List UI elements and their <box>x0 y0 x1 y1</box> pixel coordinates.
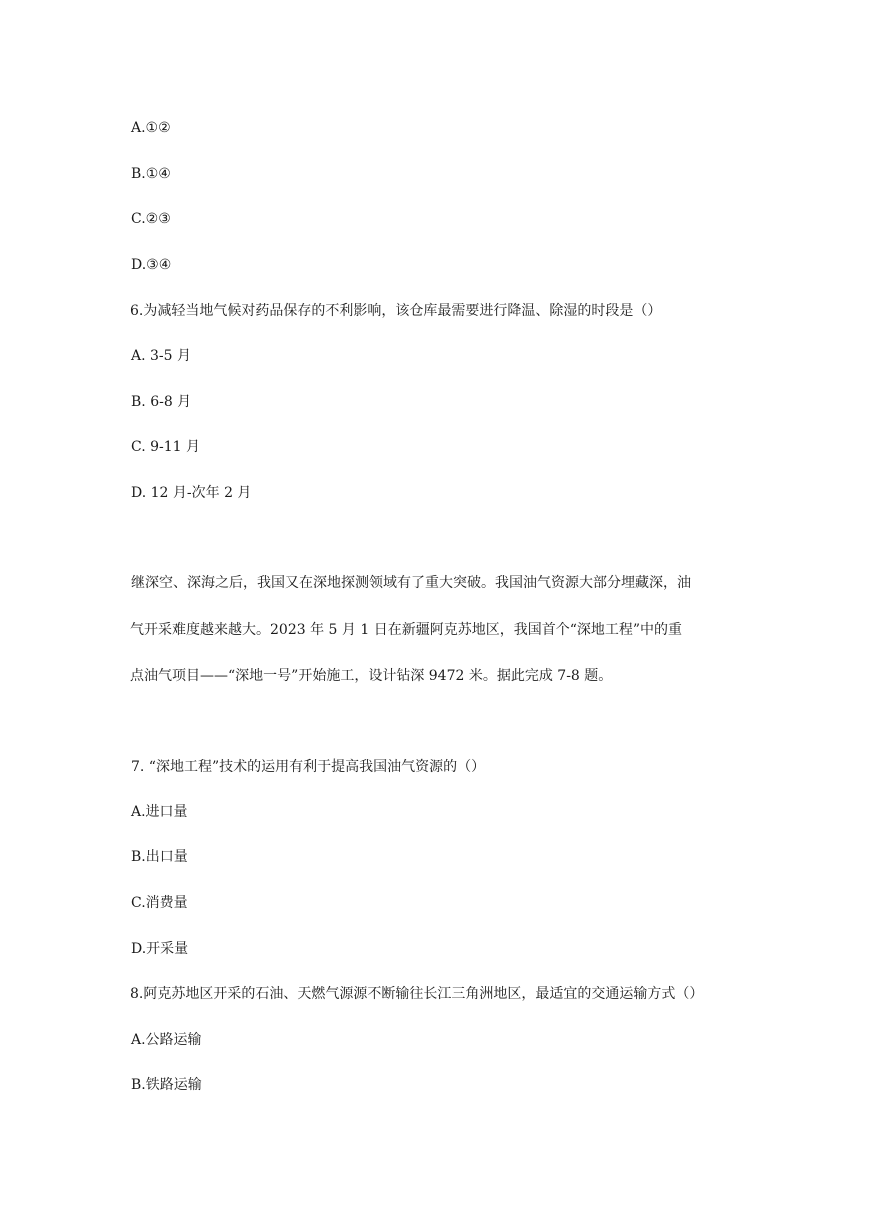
q7-option-c: C.消费量 <box>131 895 188 911</box>
q7-option-b: B.出口量 <box>131 849 188 865</box>
q6-option-d: D. 12 月-次年 2 月 <box>131 485 252 501</box>
passage-line-1: 继深空、深海之后，我国又在深地探测领域有了重大突破。我国油气资源大部分埋藏深，油 <box>131 575 691 591</box>
q8-option-b: B.铁路运输 <box>131 1077 202 1093</box>
q5-option-c: C.②③ <box>131 211 171 227</box>
q6-option-b: B. 6-8 月 <box>131 394 192 410</box>
q6-option-a: A. 3-5 月 <box>131 348 192 364</box>
q7-option-a: A.进口量 <box>131 804 188 820</box>
q5-option-d: D.③④ <box>131 257 172 273</box>
q6-option-c: C. 9-11 月 <box>131 439 201 455</box>
question-8-stem: 8.阿克苏地区开采的石油、天燃气源源不断输往长江三角洲地区，最适宜的交通运输方式（） <box>130 986 704 1002</box>
q5-option-b: B.①④ <box>131 166 171 182</box>
q8-option-a: A.公路运输 <box>131 1032 202 1048</box>
passage-line-2: 气开采难度越来越大。2023 年 5 月 1 日在新疆阿克苏地区，我国首个“深地工程”中的重 <box>130 622 683 638</box>
question-6-stem: 6.为减轻当地气候对药品保存的不利影响，该仓库最需要进行降温、除湿的时段是（） <box>130 303 662 319</box>
q7-option-d: D.开采量 <box>131 941 189 957</box>
question-7-stem: 7. “深地工程”技术的运用有利于提高我国油气资源的（） <box>131 759 486 775</box>
q5-option-a: A.①② <box>131 120 171 136</box>
passage-line-3: 点油气项目——“深地一号”开始施工，设计钻深 9472 米。据此完成 7-8 题。 <box>130 668 613 684</box>
